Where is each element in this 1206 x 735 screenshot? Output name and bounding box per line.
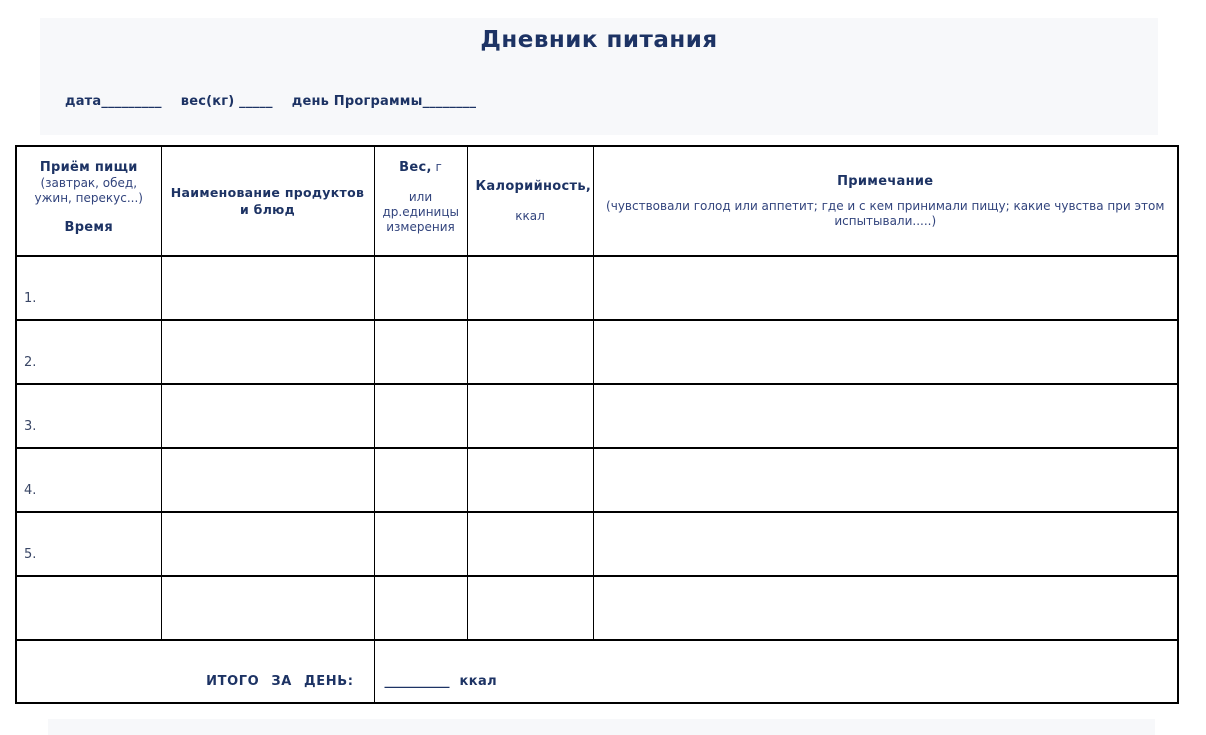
spacer [383,176,459,190]
entry-cell-weight [374,320,467,384]
calories-unit: ккал [515,208,545,223]
row-number: 4. [24,483,37,498]
col-header-meal [16,146,161,256]
total-blank-line: __________ [384,674,450,689]
entry-cell-products [161,576,374,640]
weight-field: вес(кг) _____ [180,94,273,109]
table-row [16,512,1178,576]
row-number-cell [16,448,161,512]
bottom-panel [48,719,1155,735]
entry-cell-weight [374,256,467,320]
row-number: 1. [24,291,37,306]
products-title: Наименование продуктов и блюд [170,185,365,217]
weight-subtitle: или др.единицы измерения [382,190,459,234]
entry-cell-weight [374,384,467,448]
entry-cell-calories [467,384,593,448]
col-header-calories [467,146,593,256]
total-unit: ккал [459,674,498,689]
row-number-cell [16,320,161,384]
weight-title-line [383,160,459,176]
table-row [16,320,1178,384]
table-row [16,576,1178,640]
spacer [602,190,1170,199]
entry-cell-notes [593,256,1178,320]
entry-cell-products [161,512,374,576]
header-row [16,146,1178,256]
entry-cell-weight [374,576,467,640]
col-header-products [161,146,374,256]
spacer [25,206,153,220]
notes-title: Примечание [837,173,934,189]
entry-cell-notes [593,448,1178,512]
meal-time-label: Время [64,220,113,235]
program-day-field: день Программы________ [291,94,477,109]
entry-cell-products [161,256,374,320]
meal-title: Приём пищи [39,160,138,175]
entry-cell-products [161,384,374,448]
row-number: 5. [24,547,37,562]
entry-cell-notes [593,320,1178,384]
entry-cell-calories [467,448,593,512]
row-number-cell [16,576,161,640]
page-title: Дневник питания [480,27,718,53]
entry-cell-calories [467,576,593,640]
col-header-weight [374,146,467,256]
total-label-cell [16,640,374,703]
entry-cell-notes [593,512,1178,576]
title-panel [40,18,1158,135]
entry-cell-calories [467,512,593,576]
entry-cell-products [161,320,374,384]
header-fields [65,90,490,109]
total-row [16,640,1178,703]
spacer [476,195,585,209]
meal-subtitle: (завтрак, обед, ужин, перекус...) [34,176,143,205]
col-header-notes [593,146,1178,256]
calories-title: Калорийность, [475,178,592,194]
row-number-cell [16,384,161,448]
total-value-cell [374,640,1178,703]
entry-cell-weight [374,448,467,512]
row-number-cell [16,256,161,320]
table-row [16,384,1178,448]
entry-cell-calories [467,320,593,384]
entry-cell-notes [593,384,1178,448]
weight-title: Вес, [399,160,432,175]
row-number: 3. [24,419,37,434]
weight-unit: г [431,160,442,174]
notes-subtitle: (чувствовали голод или аппетит; где и с кем принимали пищу; какие чувства при этом испытывали.....) [606,198,1165,228]
food-diary-table [15,145,1179,704]
table-row [16,256,1178,320]
entry-cell-products [161,448,374,512]
date-field: дата_________ [65,94,162,109]
table-row [16,448,1178,512]
entry-cell-notes [593,576,1178,640]
row-number: 2. [24,355,37,370]
entry-cell-calories [467,256,593,320]
total-label: ИТОГО ЗА ДЕНЬ: [206,674,354,689]
entry-cell-weight [374,512,467,576]
row-number-cell [16,512,161,576]
